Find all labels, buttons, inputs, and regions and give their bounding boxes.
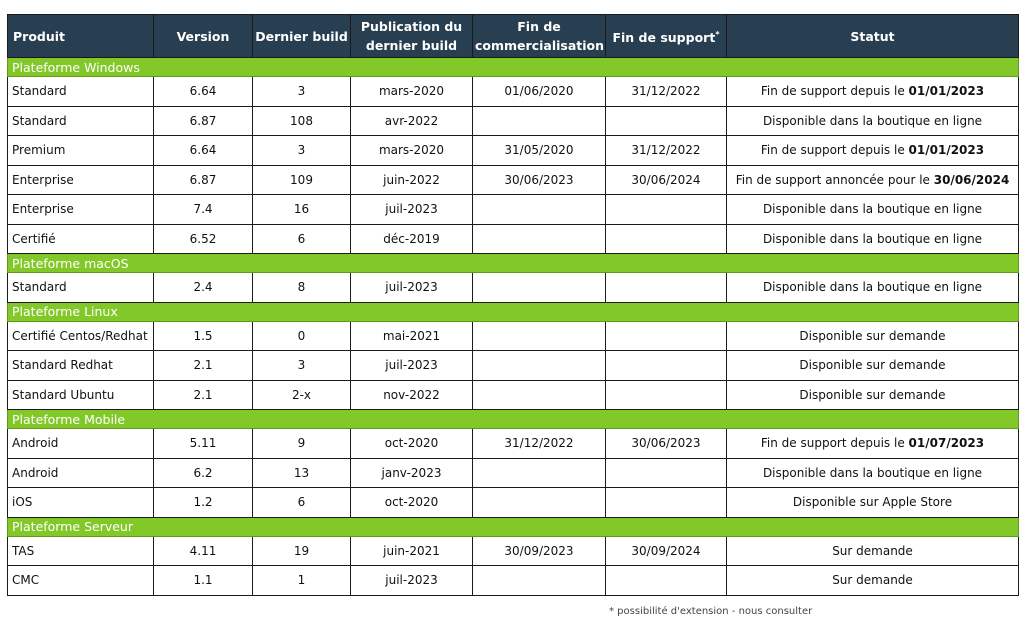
- statut-text: Disponible dans la boutique en ligne: [762, 113, 983, 128]
- cell-produit: Standard Ubuntu: [8, 380, 154, 410]
- table-row: [8, 351, 1019, 381]
- statut-text: Disponible dans la boutique en ligne: [762, 280, 983, 295]
- cell-dernier-build: 6: [253, 488, 351, 518]
- cell-version: 5.11: [154, 429, 253, 459]
- cell-fin-commercialisation: [473, 351, 606, 381]
- cell-publication: juin-2022: [351, 165, 473, 195]
- cell-version: 6.2: [154, 458, 253, 488]
- header-fin-support-label: Fin de support: [612, 30, 716, 46]
- cell-version: 2.4: [154, 273, 253, 303]
- cell-fin-commercialisation: [473, 321, 606, 351]
- cell-publication: avr-2022: [351, 106, 473, 136]
- cell-fin-support: [606, 380, 727, 410]
- cell-statut: [727, 195, 1019, 225]
- table-row: [8, 273, 1019, 303]
- cell-dernier-build: 0: [253, 321, 351, 351]
- statut-text: Fin de support annoncée pour le: [735, 172, 934, 187]
- table-row: [8, 165, 1019, 195]
- cell-version: 1.2: [154, 488, 253, 518]
- cell-fin-support: [606, 224, 727, 254]
- cell-produit: iOS: [8, 488, 154, 518]
- cell-dernier-build: 13: [253, 458, 351, 488]
- statut-text: Disponible sur demande: [799, 387, 946, 402]
- header-produit: Produit: [8, 15, 154, 58]
- section-row: [8, 410, 1019, 429]
- cell-publication: oct-2020: [351, 488, 473, 518]
- table-row: [8, 195, 1019, 225]
- header-statut: Statut: [727, 15, 1019, 58]
- product-support-table: [7, 14, 1019, 596]
- cell-version: 2.1: [154, 351, 253, 381]
- cell-fin-commercialisation: [473, 488, 606, 518]
- table-row: [8, 77, 1019, 107]
- cell-statut: [727, 224, 1019, 254]
- statut-date: 01/01/2023: [908, 143, 985, 158]
- table-header-row: [8, 15, 1019, 58]
- table-row: [8, 488, 1019, 518]
- section-title: Plateforme Serveur: [8, 517, 1019, 536]
- section-title: Plateforme macOS: [8, 254, 1019, 273]
- cell-fin-commercialisation: 01/06/2020: [473, 77, 606, 107]
- cell-statut: [727, 536, 1019, 566]
- cell-dernier-build: 3: [253, 351, 351, 381]
- section-title: Plateforme Mobile: [8, 410, 1019, 429]
- footnote: * possibilité d'extension - nous consulter: [609, 606, 813, 617]
- cell-publication: mai-2021: [351, 321, 473, 351]
- statut-text: Sur demande: [832, 573, 913, 588]
- cell-fin-commercialisation: [473, 380, 606, 410]
- cell-fin-commercialisation: 31/12/2022: [473, 429, 606, 459]
- cell-fin-commercialisation: [473, 458, 606, 488]
- cell-fin-commercialisation: [473, 106, 606, 136]
- cell-statut: [727, 106, 1019, 136]
- cell-statut: [727, 458, 1019, 488]
- cell-produit: Premium: [8, 136, 154, 166]
- header-dernier-build: Dernier build: [253, 15, 351, 58]
- cell-version: 6.64: [154, 77, 253, 107]
- cell-produit: Enterprise: [8, 165, 154, 195]
- cell-dernier-build: 109: [253, 165, 351, 195]
- cell-produit: Enterprise: [8, 195, 154, 225]
- cell-fin-support: [606, 321, 727, 351]
- cell-produit: Certifié: [8, 224, 154, 254]
- cell-produit: Certifié Centos/Redhat: [8, 321, 154, 351]
- cell-publication: juil-2023: [351, 195, 473, 225]
- cell-fin-commercialisation: 30/09/2023: [473, 536, 606, 566]
- cell-fin-support: [606, 566, 727, 596]
- cell-fin-support: 31/12/2022: [606, 77, 727, 107]
- cell-dernier-build: 3: [253, 136, 351, 166]
- cell-statut: [727, 77, 1019, 107]
- table-row: [8, 566, 1019, 596]
- table-row: [8, 380, 1019, 410]
- cell-dernier-build: 6: [253, 224, 351, 254]
- statut-date: 30/06/2024: [933, 172, 1010, 187]
- cell-statut: [727, 165, 1019, 195]
- cell-publication: déc-2019: [351, 224, 473, 254]
- cell-produit: Standard: [8, 106, 154, 136]
- table-row: [8, 536, 1019, 566]
- cell-publication: mars-2020: [351, 77, 473, 107]
- table-row: [8, 136, 1019, 166]
- statut-date: 01/01/2023: [908, 84, 985, 99]
- cell-dernier-build: 2-x: [253, 380, 351, 410]
- cell-publication: oct-2020: [351, 429, 473, 459]
- product-table-container: [7, 14, 1018, 596]
- cell-version: 4.11: [154, 536, 253, 566]
- cell-publication: janv-2023: [351, 458, 473, 488]
- cell-statut: [727, 321, 1019, 351]
- cell-dernier-build: 108: [253, 106, 351, 136]
- header-publication: [351, 15, 473, 58]
- cell-dernier-build: 19: [253, 536, 351, 566]
- cell-version: 1.1: [154, 566, 253, 596]
- cell-version: 1.5: [154, 321, 253, 351]
- cell-statut: [727, 351, 1019, 381]
- statut-text: Disponible dans la boutique en ligne: [762, 465, 983, 480]
- header-version: Version: [154, 15, 253, 58]
- table-row: [8, 224, 1019, 254]
- cell-fin-support: [606, 458, 727, 488]
- cell-statut: [727, 380, 1019, 410]
- cell-dernier-build: 16: [253, 195, 351, 225]
- statut-date: 01/07/2023: [908, 436, 985, 451]
- cell-produit: Android: [8, 429, 154, 459]
- cell-fin-support: [606, 488, 727, 518]
- cell-version: 2.1: [154, 380, 253, 410]
- cell-fin-support: [606, 106, 727, 136]
- cell-version: 6.64: [154, 136, 253, 166]
- cell-fin-commercialisation: 31/05/2020: [473, 136, 606, 166]
- table-row: [8, 429, 1019, 459]
- cell-publication: juin-2021: [351, 536, 473, 566]
- statut-text: Disponible sur Apple Store: [792, 495, 953, 510]
- cell-publication: juil-2023: [351, 566, 473, 596]
- cell-version: 6.52: [154, 224, 253, 254]
- cell-statut: [727, 136, 1019, 166]
- cell-fin-support: 30/06/2023: [606, 429, 727, 459]
- table-row: [8, 321, 1019, 351]
- cell-statut: [727, 488, 1019, 518]
- statut-text: Fin de support depuis le: [760, 436, 909, 451]
- cell-dernier-build: 9: [253, 429, 351, 459]
- header-publication-line2: dernier build: [365, 38, 458, 53]
- header-fin-comm-line2: commercialisation: [475, 38, 605, 53]
- cell-dernier-build: 8: [253, 273, 351, 303]
- cell-publication: nov-2022: [351, 380, 473, 410]
- cell-fin-commercialisation: [473, 224, 606, 254]
- cell-fin-support: 30/06/2024: [606, 165, 727, 195]
- cell-fin-commercialisation: 30/06/2023: [473, 165, 606, 195]
- cell-fin-commercialisation: [473, 195, 606, 225]
- cell-dernier-build: 1: [253, 566, 351, 596]
- header-publication-line1: Publication du: [360, 19, 463, 34]
- cell-publication: juil-2023: [351, 273, 473, 303]
- statut-text: Disponible sur demande: [799, 358, 946, 373]
- cell-fin-support: 30/09/2024: [606, 536, 727, 566]
- cell-version: 6.87: [154, 165, 253, 195]
- cell-fin-support: [606, 351, 727, 381]
- statut-text: Fin de support depuis le: [760, 143, 909, 158]
- section-title: Plateforme Linux: [8, 302, 1019, 321]
- header-fin-comm-line1: Fin de: [517, 19, 561, 34]
- cell-produit: Standard: [8, 273, 154, 303]
- table-row: [8, 106, 1019, 136]
- cell-produit: CMC: [8, 566, 154, 596]
- section-row: [8, 254, 1019, 273]
- section-title: Plateforme Windows: [8, 58, 1019, 77]
- cell-produit: Android: [8, 458, 154, 488]
- cell-produit: TAS: [8, 536, 154, 566]
- cell-version: 6.87: [154, 106, 253, 136]
- cell-statut: [727, 273, 1019, 303]
- statut-text: Disponible dans la boutique en ligne: [762, 202, 983, 217]
- section-row: [8, 517, 1019, 536]
- cell-publication: mars-2020: [351, 136, 473, 166]
- header-fin-support: [606, 15, 727, 58]
- cell-fin-support: [606, 273, 727, 303]
- cell-fin-support: [606, 195, 727, 225]
- cell-fin-commercialisation: [473, 273, 606, 303]
- section-row: [8, 58, 1019, 77]
- table-row: [8, 458, 1019, 488]
- header-fin-commercialisation: [473, 15, 606, 58]
- cell-fin-support: 31/12/2022: [606, 136, 727, 166]
- cell-publication: juil-2023: [351, 351, 473, 381]
- statut-text: Sur demande: [832, 543, 913, 558]
- statut-text: Disponible dans la boutique en ligne: [762, 231, 983, 246]
- section-row: [8, 302, 1019, 321]
- table-body: [8, 58, 1019, 596]
- cell-dernier-build: 3: [253, 77, 351, 107]
- cell-statut: [727, 566, 1019, 596]
- statut-text: Disponible sur demande: [799, 328, 946, 343]
- statut-text: Fin de support depuis le: [760, 84, 909, 99]
- cell-fin-commercialisation: [473, 566, 606, 596]
- cell-produit: Standard: [8, 77, 154, 107]
- cell-version: 7.4: [154, 195, 253, 225]
- cell-statut: [727, 429, 1019, 459]
- cell-produit: Standard Redhat: [8, 351, 154, 381]
- header-fin-support-asterisk: *: [715, 29, 720, 39]
